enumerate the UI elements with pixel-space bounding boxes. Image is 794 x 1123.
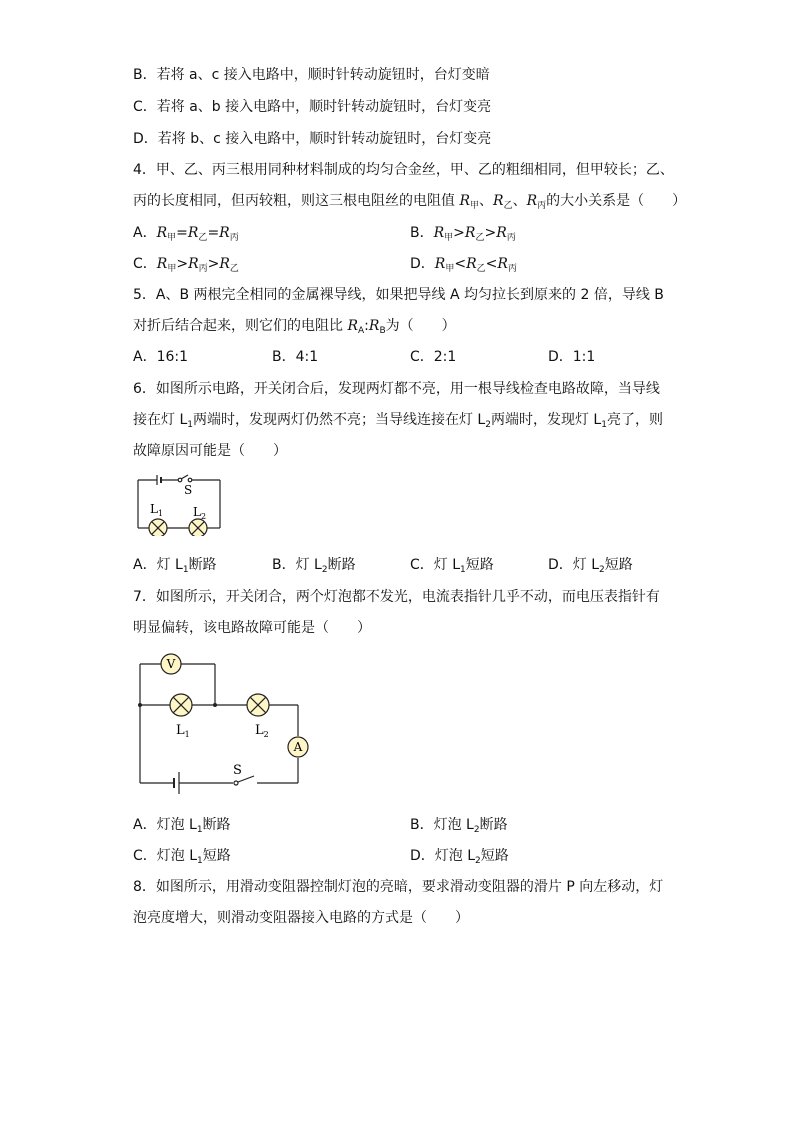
q5-option-c: C．2:1 (410, 349, 457, 365)
q7-option-c: C．灯泡 $L_1$短路 (133, 848, 231, 866)
junction-dot (138, 703, 142, 707)
q4-option-c: C．$R_甲>R_丙>R_乙$ (133, 256, 239, 274)
q4-stem-line1: 4．甲、乙、丙三根用同种材料制成的均匀合金丝，甲、乙的粗细相同，但甲较长；乙、 (133, 162, 674, 178)
q6-option-a: A．灯 $L_1$断路 (133, 557, 217, 575)
q3-option-b: B．若将 a、c 接入电路中，顺时针转动旋钮时，台灯变暗 (133, 67, 490, 83)
lamp-l2-icon (247, 694, 269, 716)
lamp-l2-label: $L_2$ (193, 505, 207, 521)
q5-option-a: A．16:1 (133, 349, 189, 365)
q5-option-b: B．4:1 (272, 349, 319, 365)
q4-option-a: A．$R_甲=R_乙=R_丙$ (133, 225, 239, 243)
q5-stem-line2: 对折后结合起来，则它们的电阻比 $R_A:R_B$为（ ） (133, 318, 456, 336)
q8-stem-line1: 8．如图所示，用滑动变阻器控制灯泡的亮暗，要求滑动变阻器的滑片 P 向左移动，灯 (133, 879, 664, 895)
switch-blade (181, 475, 188, 479)
q7-circuit-diagram (130, 650, 310, 800)
q3-option-c: C．若将 a、b 接入电路中，顺时针转动旋钮时，台灯变亮 (133, 99, 492, 115)
q3-option-d: D．若将 b、c 接入电路中，顺时针转动旋钮时，台灯变亮 (133, 131, 492, 147)
q4-option-b: B．$R_甲>R_乙>R_丙$ (410, 225, 516, 243)
switch-contact (188, 478, 192, 482)
q7-option-a: A．灯泡 $L_1$断路 (133, 817, 231, 835)
q7-stem-line2: 明显偏转，该电路故障可能是（ ） (133, 620, 371, 636)
lamp-l1-icon (170, 694, 192, 716)
q6-stem-line1: 6．如图所示电路，开关闭合后，发现两灯都不亮，用一根导线检查电路故障，当导线 (133, 381, 660, 397)
q7-option-d: D．灯泡 $L_2$短路 (410, 848, 509, 866)
q6-option-c: C．灯 $L_1$短路 (410, 557, 494, 575)
q4-option-d: D．$R_甲<R_乙<R_丙$ (410, 256, 517, 274)
q5-stem-line1: 5．A、B 两根完全相同的金属裸导线，如果把导线 A 均匀拉长到原来的 2 倍，导线 B (133, 287, 664, 303)
q5-option-d: D．1:1 (548, 349, 596, 365)
switch-contact (234, 781, 238, 785)
q6-stem-line2: 接在灯 $L_1$两端时，发现两灯仍然不亮；当导线连接在灯 $L_2$两端时，发现灯 $L_1$亮了，则 (133, 412, 663, 430)
q6-stem-line3: 故障原因可能是（ ） (133, 443, 287, 459)
lamp-l2-label: $L_2$ (255, 723, 269, 739)
switch-label: S (184, 483, 193, 497)
q7-stem-line1: 7．如图所示，开关闭合，两个灯泡都不发光，电流表指针几乎不动，而电压表指针有 (133, 589, 660, 605)
q7-option-b: B．灯泡 $L_2$断路 (410, 817, 508, 835)
voltmeter-label: V (166, 657, 176, 671)
switch-label: S (233, 763, 242, 778)
q6-option-b: B．灯 $L_2$断路 (272, 557, 356, 575)
ammeter-label: A (293, 740, 303, 754)
q4-stem-line2: 丙的长度相同，但丙较粗，则这三根电阻丝的电阻值 $R_甲$、$R_乙$、$R_丙$的大小关系是（ ） (133, 193, 687, 211)
q8-stem-line2: 泡亮度增大，则滑动变阻器接入电路的方式是（ ） (133, 910, 469, 926)
lamp-l1-label: $L_1$ (150, 502, 164, 518)
junction-dot (213, 703, 217, 707)
lamp-l2-icon (189, 519, 207, 536)
q6-option-d: D．灯 $L_2$短路 (548, 557, 633, 575)
lamp-l1-label: $L_1$ (176, 723, 190, 739)
q6-circuit-diagram (130, 472, 230, 536)
lamp-l1-icon (149, 519, 167, 536)
